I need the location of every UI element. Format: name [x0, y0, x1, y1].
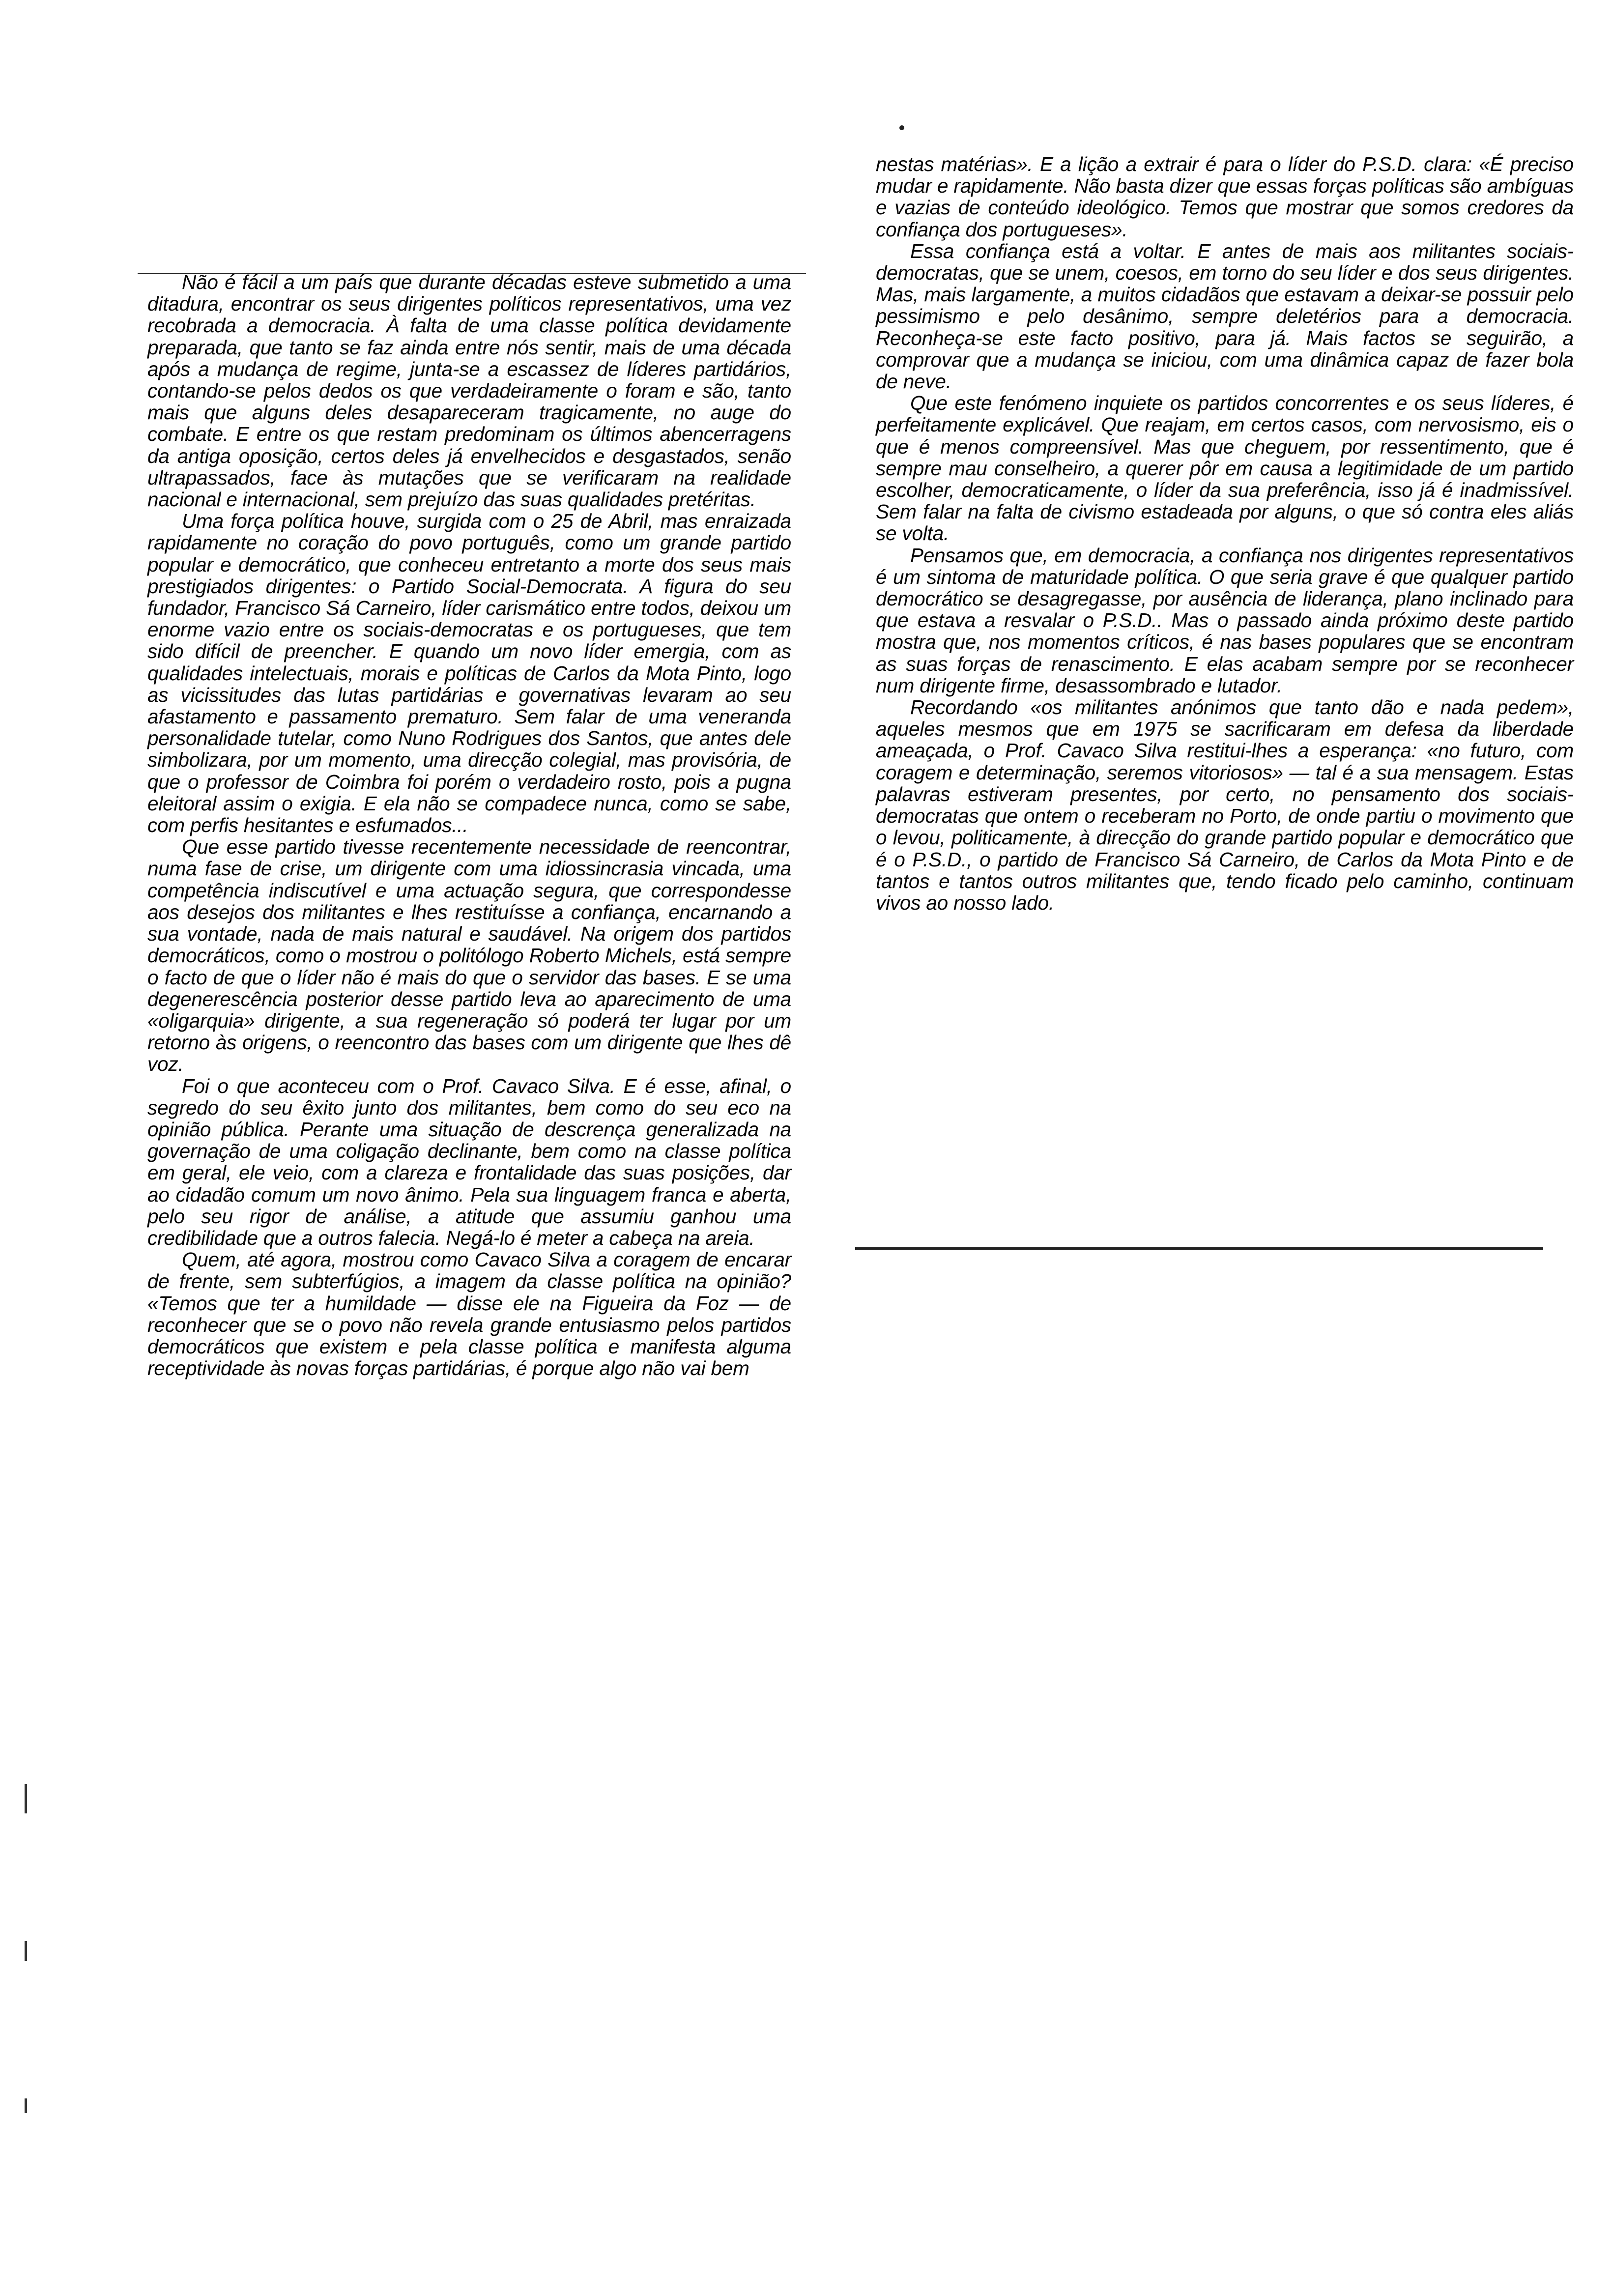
paragraph: Pensamos que, em democracia, a confiança nos dirigentes representativos é um sintoma de maturidade política. O que seria grave é que qualquer partido democrático se desagregasse, por ausência de liderança, plano inclinado para que estava a resvalar o P.S.D.. Mas o passado ainda próximo deste partido mostra que, nos momentos críticos, é nas bases populares que se encontram as suas forças de renascimento. E elas acabam sempre por se reconhecer num dirigente firme, desassombrado e lutador. — [876, 544, 1574, 697]
paragraph: Recordando «os militantes anónimos que tanto dão e nada pedem», aqueles mesmos que em 1975 se sacrificaram em defesa da liberdade ameaçada, o Prof. Cavaco Silva restitui-lhes a esperança: «no futuro, com coragem e determinação, seremos vitoriosos» — tal é a sua mensagem. Estas palavras estiveram presentes, por certo, no pensamento dos sociais-democratas que ontem o receberam no Porto, de onde partiu o movimento que o levou, politicamente, à direcção do grande partido popular e democrático que é o P.S.D., o partido de Francisco Sá Carneiro, de Carlos da Mota Pinto e de tantos e tantos outros militantes que, tendo ficado pelo caminho, continuam vivos ao nosso lado. — [876, 696, 1574, 914]
paragraph: Essa confiança está a voltar. E antes de mais aos militantes sociais-democratas, que se unem, coesos, em torno do seu líder e dos seus dirigentes. Mas, mais largamente, a muitos cidadãos que estavam a deixar-se possuir pelo pessimismo e pelo desânimo, sempre deletérios para a democracia. Reconheça-se este facto positivo, para já. Mais factos se seguirão, a comprovar que a mudança se iniciou, com uma dinâmica capaz de fazer bola de neve. — [876, 239, 1574, 393]
left-column — [147, 271, 791, 1379]
paragraph: Que esse partido tivesse recentemente necessidade de reencontrar, numa fase de crise, um dirigente com uma idiossincrasia vincada, uma competência indiscutível e uma actuação segura, que correspondesse aos desejos dos militantes e lhes restituísse a confiança, encarnando a sua vontade, nada de mais natural e saudável. Na origem dos partidos democráticos, como o mostrou o politólogo Roberto Michels, está sempre o facto de que o líder não é mais do que o servidor das bases. E se uma degenerescência posterior desse partido leva ao aparecimento de uma «oligarquia» dirigente, a sua regeneração só poderá ter lugar por um retorno às origens, o reencontro das bases com um dirigente que lhes dê voz. — [147, 835, 791, 1076]
ink-speck — [899, 125, 904, 130]
right-column — [876, 153, 1574, 914]
paragraph: Foi o que aconteceu com o Prof. Cavaco Silva. E é esse, afinal, o segredo do seu êxito junto dos militantes, bem como do seu eco na opinião pública. Perante uma situação de descrença generalizada na governação de uma coligação declinante, bem como na classe política em geral, ele veio, com a clareza e frontalidade das suas posições, dar ao cidadão comum um novo ânimo. Pela sua linguagem franca e aberta, pelo seu rigor de análise, a atitude que assumiu ganhou uma credibilidade que a outros falecia. Negá-lo é meter a cabeça na areia. — [147, 1074, 791, 1249]
paragraph: Quem, até agora, mostrou como Cavaco Silva a coragem de encarar de frente, sem subterfúgios, a imagem da classe política na opinião? «Temos que ter a humildade — disse ele na Figueira da Foz — de reconhecer que se o povo não revela grande entusiasmo pelos partidos democráticos que existem e pela classe política e manifesta alguma receptividade às novas forças partidárias, é porque algo não vai bem — [147, 1248, 791, 1380]
margin-mark — [25, 1941, 27, 1961]
margin-mark — [25, 2098, 27, 2113]
margin-mark — [25, 1784, 27, 1813]
paragraph: nestas matérias». E a lição a extrair é para o líder do P.S.D. clara: «É preciso mudar e rapidamente. Não basta dizer que essas forças políticas são ambíguas e vazias de conteúdo ideológico. Temos que mostrar que somos credores da confiança dos portugueses». — [876, 153, 1574, 241]
paragraph: Que este fenómeno inquiete os partidos concorrentes e os seus líderes, é perfeitamente explicável. Que reajam, em certos casos, com nervosismo, eis o que é menos compreensível. Mas que cheguem, por ressentimento, que é sempre mau conselheiro, a querer pôr em causa a legitimidade de um partido escolher, democraticamente, o líder da sua preferência, isso já é inadmissível. Sem falar na falta de civismo estadeada por alguns, o que só contra eles aliás se volta. — [876, 392, 1574, 545]
bottom-rule — [855, 1247, 1543, 1250]
paragraph: Uma força política houve, surgida com o 25 de Abril, mas enraizada rapidamente no coração do povo português, como um grande partido popular e democrático, que conheceu entretanto a morte dos seus mais prestigiados dirigentes: o Partido Social-Democrata. A figura do seu fundador, Francisco Sá Carneiro, líder carismático entre todos, deixou um enorme vazio entre os sociais-democratas e os portugueses, que tem sido difícil de preencher. E quando um novo líder emergia, com as qualidades intelectuais, morais e políticas de Carlos da Mota Pinto, logo as vicissitudes das lutas partidárias e governativas levaram ao seu afastamento e passamento prematuro. Sem falar de uma veneranda personalidade tutelar, como Nuno Rodrigues dos Santos, que antes dele simbolizara, por um momento, uma direcção colegial, mas provisória, de que o professor de Coimbra foi porém o verdadeiro rosto, pois a pugna eleitoral assim o exigia. E ela não se compadece nunca, como se sabe, com perfis hesitantes e esfumados... — [147, 510, 791, 837]
paragraph: Não é fácil a um país que durante décadas esteve submetido a uma ditadura, encontrar os seus dirigentes políticos representativos, uma vez recobrada a democracia. À falta de uma classe política devidamente preparada, que tanto se faz ainda entre nós sentir, mais de uma década após a mudança de regime, junta-se a escassez de líderes partidários, contando-se pelos dedos os que verdadeiramente o foram e são, tanto mais que alguns deles desapareceram tragicamente, no auge do combate. E entre os que restam predominam os últimos abencerragens da antiga oposição, certos deles já envelhecidos e desgastados, senão ultrapassados, face às mutações que se verificaram na realidade nacional e internacional, sem prejuízo das suas qualidades pretéritas. — [147, 271, 791, 511]
